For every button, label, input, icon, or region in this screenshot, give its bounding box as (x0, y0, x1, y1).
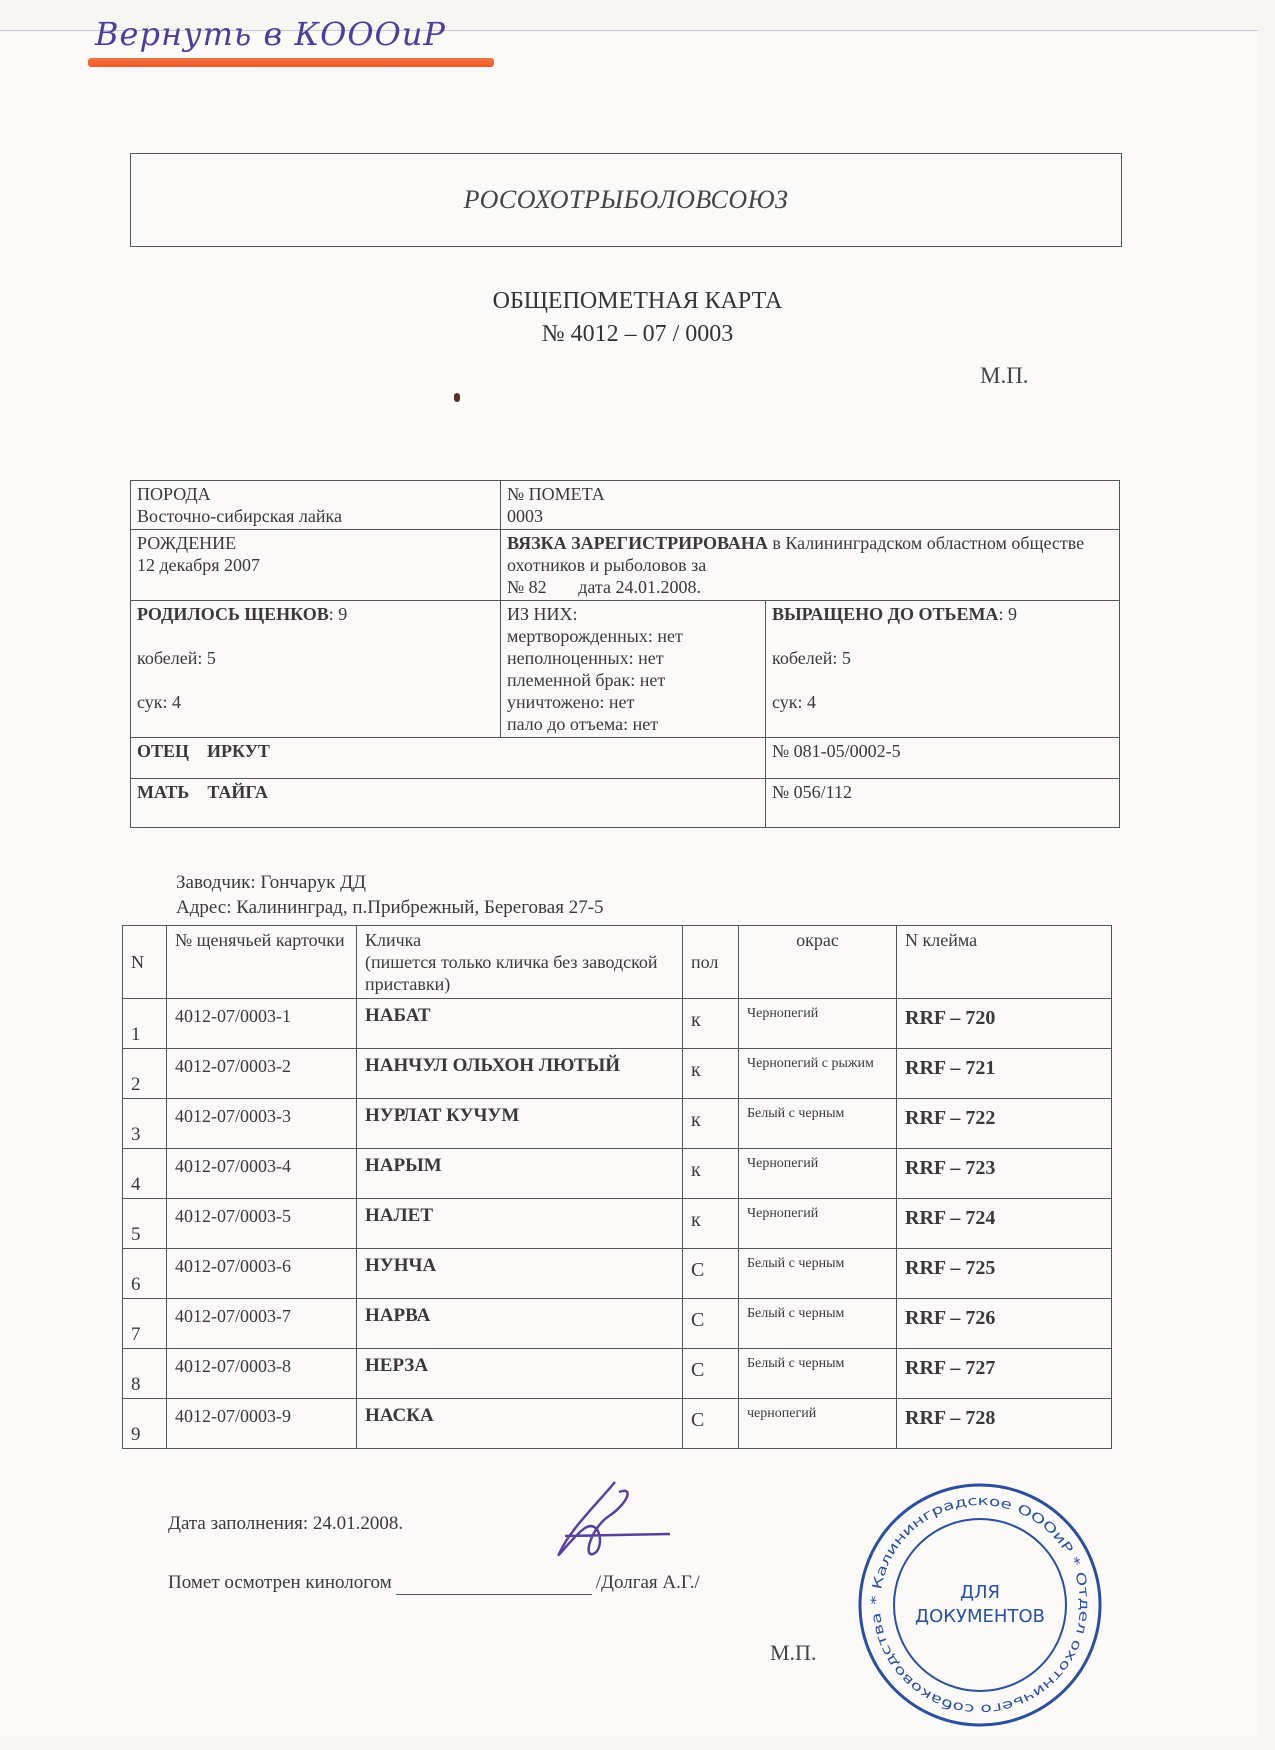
puppy-color: Белый с черным (739, 1099, 897, 1149)
litter-info-table (130, 480, 1120, 828)
mating-date: дата 24.01.2008. (578, 577, 701, 597)
inspection-line (168, 1571, 700, 1595)
table-row (123, 999, 1112, 1049)
puppy-name: НЕРЗА (357, 1349, 683, 1399)
table-row (123, 1399, 1112, 1449)
puppy-name: НАРЫМ (357, 1149, 683, 1199)
puppy-sex: С (683, 1399, 739, 1449)
puppy-color: чернопегий (739, 1399, 897, 1449)
puppy-color: Чернопегий (739, 1149, 897, 1199)
puppy-card-number: 4012-07/0003-8 (167, 1349, 357, 1399)
puppy-name: НАСКА (357, 1399, 683, 1449)
litter-number-value: 0003 (507, 506, 543, 526)
table-row (123, 1249, 1112, 1299)
puppy-card-number: 4012-07/0003-5 (167, 1199, 357, 1249)
inspector-signature (515, 1478, 675, 1558)
born-value: : 9 (328, 604, 348, 624)
breeder-address: Адрес: Калининград, п.Прибрежный, Береговая 27-5 (176, 897, 604, 918)
puppy-sex: С (683, 1249, 739, 1299)
puppy-color: Чернопегий (739, 1199, 897, 1249)
mating-label: ВЯЗКА ЗАРЕГИСТРИРОВАНА (507, 533, 768, 553)
puppy-color: Белый с черным (739, 1249, 897, 1299)
mating-text: в Калининградском областном обществе охотников и рыболовов за (507, 533, 1085, 575)
dam-name: ТАЙГА (207, 782, 268, 802)
puppy-name: НАБАТ (357, 999, 683, 1049)
row-number: 1 (123, 999, 167, 1049)
puppy-sex: к (683, 1049, 739, 1099)
col-color: окрас (739, 926, 897, 999)
raised-label: ВЫРАЩЕНО ДО ОТЬЕМА (772, 604, 999, 624)
puppy-card-number: 4012-07/0003-3 (167, 1099, 357, 1149)
puppy-color: Чернопегий (739, 999, 897, 1049)
dam-number: № 056/112 (766, 779, 1120, 828)
puppy-brand: RRF – 727 (897, 1349, 1112, 1399)
row-number: 6 (123, 1249, 167, 1299)
col-nick-label: Кличка (365, 930, 422, 950)
table-row (123, 1299, 1112, 1349)
puppy-card-number: 4012-07/0003-6 (167, 1249, 357, 1299)
puppy-name: НУРЛАТ КУЧУМ (357, 1099, 683, 1149)
mating-cell (501, 530, 1120, 601)
puppy-name: НАНЧУЛ ОЛЬХОН ЛЮТЫЙ (357, 1049, 683, 1099)
puppy-brand: RRF – 726 (897, 1299, 1112, 1349)
handwritten-note: Вернуть в КОООиР (95, 15, 446, 53)
stamp-center-line2: ДОКУМЕНТОВ (915, 1606, 1045, 1627)
row-number: 4 (123, 1149, 167, 1199)
litter-number-label: № ПОМЕТА (507, 484, 605, 504)
inspector-name: /Долгая А.Г./ (595, 1572, 700, 1593)
seal-place-label: М.П. (980, 363, 1029, 388)
puppy-card-number: 4012-07/0003-9 (167, 1399, 357, 1449)
birth-label: РОЖДЕНИЕ (137, 533, 237, 553)
puppy-sex: С (683, 1299, 739, 1349)
signature-line (396, 1576, 592, 1595)
row-number: 2 (123, 1049, 167, 1099)
raised-females: сук: 4 (772, 692, 816, 712)
inspected-label: Помет осмотрен кинологом (168, 1572, 392, 1593)
litter-number-cell (501, 481, 1120, 530)
row-number: 9 (123, 1399, 167, 1449)
table-row (123, 1049, 1112, 1099)
mating-number: № 82 (507, 577, 547, 597)
destroyed: уничтожено: нет (507, 692, 635, 712)
born-males: кобелей: 5 (137, 648, 216, 668)
ink-dot (454, 393, 460, 402)
born-label: РОДИЛОСЬ ЩЕНКОВ (137, 604, 329, 624)
stamp-center-line1: ДЛЯ (959, 1582, 1001, 1603)
of-them-label: ИЗ НИХ: (507, 604, 578, 624)
row-number: 5 (123, 1199, 167, 1249)
col-nick-note: (пишется только кличка без заводской приставки) (365, 952, 658, 994)
puppies-table (122, 925, 1112, 1449)
col-brand: N клейма (897, 926, 1112, 999)
col-sex: пол (683, 926, 739, 999)
puppy-sex: к (683, 1149, 739, 1199)
puppy-brand: RRF – 723 (897, 1149, 1112, 1199)
highlighter-underline (88, 58, 494, 67)
col-card: № щенячьей карточки (167, 926, 357, 999)
born-females: сук: 4 (137, 692, 181, 712)
puppy-brand: RRF – 728 (897, 1399, 1112, 1449)
row-number: 7 (123, 1299, 167, 1349)
col-nick (357, 926, 683, 999)
round-stamp (855, 1480, 1105, 1730)
puppy-color: Белый с черным (739, 1299, 897, 1349)
dam-label: МАТЬ (137, 782, 190, 802)
raised-males: кобелей: 5 (772, 648, 851, 668)
puppy-card-number: 4012-07/0003-7 (167, 1299, 357, 1349)
puppy-card-number: 4012-07/0003-4 (167, 1149, 357, 1199)
col-n: N (123, 926, 167, 999)
seal-place-bottom: М.П. (770, 1640, 817, 1665)
puppy-brand: RRF – 720 (897, 999, 1112, 1049)
organization-box (130, 153, 1122, 247)
document-title (300, 285, 975, 351)
fill-date: Дата заполнения: 24.01.2008. (168, 1513, 404, 1534)
puppy-name: НАРВА (357, 1299, 683, 1349)
born-cell (131, 601, 501, 738)
card-number: № 4012 – 07 / 0003 (541, 321, 734, 347)
sire-label: ОТЕЦ (137, 741, 190, 761)
row-number: 8 (123, 1349, 167, 1399)
breed-label: ПОРОДА (137, 484, 211, 504)
birth-cell (131, 530, 501, 601)
breed-value: Восточно-сибирская лайка (137, 506, 342, 526)
stillborn: мертворожденных: нет (507, 626, 683, 646)
table-row (123, 1099, 1112, 1149)
breeder-name: Заводчик: Гончарук ДД (176, 872, 367, 893)
breed-cell (131, 481, 501, 530)
puppy-brand: RRF – 722 (897, 1099, 1112, 1149)
organization-name: РОСОХОТРЫБОЛОВСОЮЗ (463, 185, 789, 214)
table-header-row (123, 926, 1112, 999)
puppy-brand: RRF – 721 (897, 1049, 1112, 1099)
breeding-reject: племенной брак: нет (507, 670, 666, 690)
puppy-name: НУНЧА (357, 1249, 683, 1299)
table-row (123, 1199, 1112, 1249)
puppy-sex: к (683, 1199, 739, 1249)
sire-number: № 081-05/0002-5 (766, 738, 1120, 779)
row-number: 3 (123, 1099, 167, 1149)
raised-cell (766, 601, 1120, 738)
puppy-card-number: 4012-07/0003-2 (167, 1049, 357, 1099)
dam-cell (131, 779, 766, 828)
defective: неполноценных: нет (507, 648, 664, 668)
puppy-card-number: 4012-07/0003-1 (167, 999, 357, 1049)
puppy-sex: к (683, 1099, 739, 1149)
sire-cell (131, 738, 766, 779)
breeder-block (176, 870, 604, 920)
raised-value: : 9 (998, 604, 1017, 624)
puppy-color: Чернопегий с рыжим (739, 1049, 897, 1099)
table-row (123, 1349, 1112, 1399)
puppy-color: Белый с черным (739, 1349, 897, 1399)
puppy-sex: к (683, 999, 739, 1049)
sire-name: ИРКУТ (207, 741, 270, 761)
birth-value: 12 декабря 2007 (137, 555, 261, 575)
puppy-brand: RRF – 724 (897, 1199, 1112, 1249)
title-text: ОБЩЕПОМЕТНАЯ КАРТА (492, 288, 783, 314)
died-before-weaning: пало до отъема: нет (507, 714, 659, 734)
stamp-outer-text: * Калининградское ОООиР * Отдел охотничьего собаководства (868, 1493, 1092, 1717)
puppy-sex: С (683, 1349, 739, 1399)
of-them-cell (501, 601, 766, 738)
puppy-brand: RRF – 725 (897, 1249, 1112, 1299)
puppy-name: НАЛЕТ (357, 1199, 683, 1249)
table-row (123, 1149, 1112, 1199)
